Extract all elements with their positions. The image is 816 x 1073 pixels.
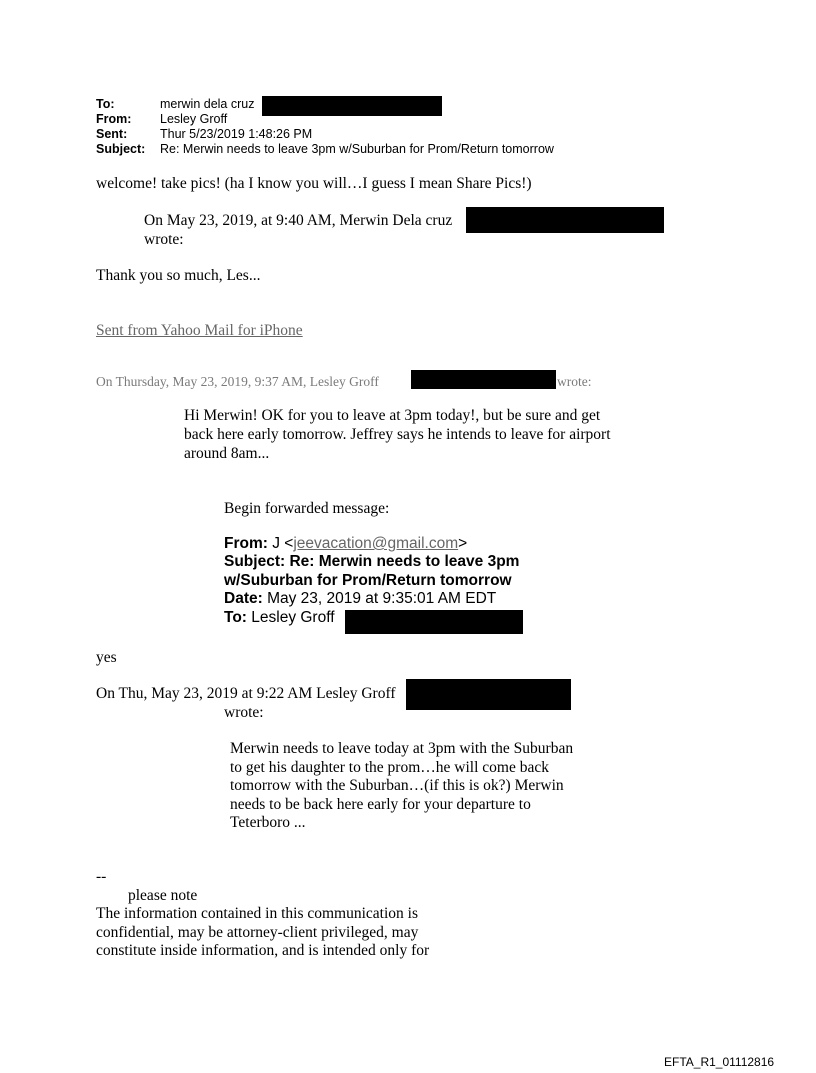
forward-date-row (224, 590, 496, 609)
subject-label: Subject: (96, 142, 146, 156)
redaction-box (262, 96, 442, 116)
forward-subject-row (224, 553, 519, 572)
to-value: merwin dela cruz (160, 97, 255, 111)
forward-to-value: Lesley Groff (251, 609, 335, 626)
original-msg-line1: Merwin needs to leave today at 3pm with the Suburban (230, 740, 574, 757)
forward-subject-label: Subject: (224, 553, 286, 570)
lesley-msg-line1: Hi Merwin! OK for you to leave at 3pm today!, but be sure and get (184, 407, 601, 424)
quote1-line1: On May 23, 2019, at 9:40 AM, Merwin Dela cruz (144, 212, 453, 229)
lesley-msg-line2: back here early tomorrow. Jeffrey says he intends to leave for airport (184, 426, 611, 443)
from-value: Lesley Groff (160, 112, 228, 126)
signature-line1: The information contained in this communication is (96, 905, 418, 922)
quote2-intro: On Thursday, May 23, 2019, 9:37 AM, Lesley Groff (96, 374, 379, 389)
redaction-box (466, 207, 664, 233)
forward-from-close: > (458, 535, 468, 552)
lesley-msg-line3: around 8am... (184, 445, 270, 462)
yahoo-mail-link-text[interactable]: Sent from Yahoo Mail for iPhone (96, 322, 303, 339)
sent-value: Thur 5/23/2019 1:48:26 PM (160, 127, 313, 141)
quote2-wrote: wrote: (557, 374, 592, 389)
yahoo-mail-link[interactable] (96, 321, 303, 340)
redaction-box (411, 370, 556, 389)
redaction-box (406, 679, 571, 710)
forward-from-label: From: (224, 535, 268, 552)
forward-from-name: J < (272, 535, 294, 552)
quote1-wrote: wrote: (144, 231, 184, 248)
signature-line3: constitute inside information, and is intended only for (96, 942, 430, 959)
subject-row (96, 142, 554, 157)
sent-row (96, 127, 554, 142)
forward-from-row (224, 535, 467, 554)
original-msg-line2: to get his daughter to the prom…he will come back (230, 759, 549, 776)
forward-from-email[interactable]: jeevacation@gmail.com (293, 535, 459, 552)
signature-dashes: -- (96, 868, 107, 885)
from-label: From: (96, 112, 132, 126)
forward-date-label: Date: (224, 590, 263, 607)
quote3-line1: On Thu, May 23, 2019 at 9:22 AM Lesley Groff (96, 685, 396, 702)
original-msg-line4: needs to be back here early for your departure to (230, 796, 531, 813)
yes-text: yes (96, 649, 117, 666)
forward-to-label: To: (224, 609, 247, 626)
subject-value: Re: Merwin needs to leave 3pm w/Suburban for Prom/Return tomorrow (160, 142, 554, 156)
original-msg-line3: tomorrow with the Suburban…(if this is ok?) Merwin (230, 777, 564, 794)
document-id: EFTA_R1_01112816 (664, 1055, 775, 1069)
forward-begin: Begin forwarded message: (224, 500, 390, 517)
redaction-box (345, 610, 523, 634)
quote3-wrote: wrote: (224, 704, 264, 721)
merwin-reply: Thank you so much, Les... (96, 267, 261, 284)
forward-subject-line2: w/Suburban for Prom/Return tomorrow (224, 572, 512, 589)
original-msg-line5: Teterboro ... (230, 814, 306, 831)
to-label: To: (96, 97, 115, 111)
forward-subject-line1: Re: Merwin needs to leave 3pm (289, 553, 520, 570)
signature-note: please note (128, 887, 198, 904)
sent-label: Sent: (96, 127, 128, 141)
forward-to-row (224, 609, 335, 628)
signature-line2: confidential, may be attorney-client privileged, may (96, 924, 419, 941)
forward-date-value: May 23, 2019 at 9:35:01 AM EDT (267, 590, 497, 607)
reply-body: welcome! take pics! (ha I know you will…I guess I mean Share Pics!) (96, 175, 532, 192)
